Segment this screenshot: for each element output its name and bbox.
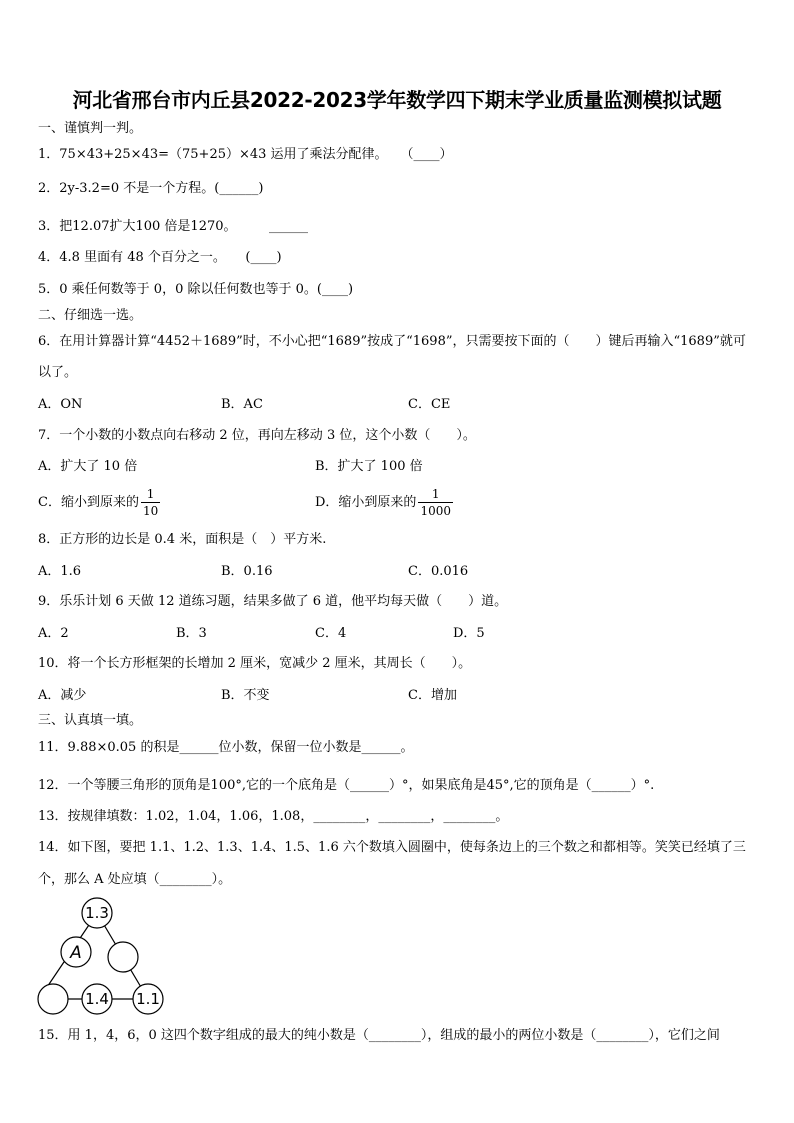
circle-bottom-right-label: 1.1: [136, 990, 160, 1008]
question-6-line-2: 以了。: [38, 365, 78, 380]
question-1: 1．75×43+25×43=（75+25）×43 运用了乘法分配律。 （____）: [38, 147, 453, 162]
circle-top-label: 1.3: [85, 904, 109, 922]
question-9-option-b: B．3: [176, 626, 207, 641]
question-8-option-b: B．0.16: [221, 564, 273, 579]
question-5: 5．0 乘任何数等于 0，0 除以任何数也等于 0。(____): [38, 282, 354, 297]
fraction-one-thousandth: [418, 486, 453, 519]
question-4: 4．4.8 里面有 48 个百分之一。 (____): [38, 250, 282, 265]
page-title: 河北省邢台市内丘县2022-2023学年数学四下期末学业质量监测模拟试题: [72, 88, 722, 112]
question-6-line-1: 6．在用计算器计算“4452＋1689”时，不小心把“1689”按成了“1698”，只需要按下面的（ ）键后再输入“1689”就可: [38, 334, 746, 349]
fraction-denominator: 1000: [420, 504, 451, 518]
question-13: 13．按规律填数：1.02，1.04，1.06，1.08，________，________，________。: [38, 809, 509, 824]
circle-bottom-left: [38, 984, 68, 1014]
section-1-heading: 一、谨慎判一判。: [38, 121, 143, 136]
question-9-option-a: A．2: [38, 626, 69, 641]
question-7-option-d: [315, 484, 453, 522]
question-8-stem: 8．正方形的边长是 0.4 米，面积是（ ）平方米.: [38, 532, 327, 547]
question-7-option-c-text: C．缩小到原来的: [38, 495, 139, 510]
question-11: 11．9.88×0.05 的积是______位小数，保留一位小数是______。: [38, 740, 414, 755]
circle-bottom-middle-label: 1.4: [85, 990, 109, 1008]
section-3-heading: 三、认真填一填。: [38, 713, 143, 728]
question-7-option-d-text: D．缩小到原来的: [315, 495, 417, 510]
question-15: 15．用 1，4，6，0 这四个数字组成的最大的纯小数是（________），组成的最小的两位小数是（________），它们之间: [38, 1028, 720, 1043]
fraction-numerator: 1: [418, 486, 453, 503]
question-6-option-c: C．CE: [408, 397, 451, 412]
question-14-line-1: 14．如下图，要把 1.1、1.2、1.3、1.4、1.5、1.6 六个数填入圆圈中，使每条边上的三个数之和都相等。笑笑已经填了三: [38, 840, 746, 855]
question-10-option-c: C．增加: [408, 688, 457, 703]
question-9-option-c: C．4: [315, 626, 347, 641]
question-12: 12．一个等腰三角形的顶角是100°,它的一个底角是（______）°，如果底角是45°,它的顶角是（______）°.: [38, 778, 655, 793]
question-6-option-b: B．AC: [221, 397, 263, 412]
question-8-option-c: C．0.016: [408, 564, 469, 579]
circle-left-middle-label: A: [70, 943, 82, 963]
fraction-one-tenth: [141, 486, 160, 519]
question-8-option-a: A．1.6: [38, 564, 82, 579]
question-7-option-a: A．扩大了 10 倍: [38, 459, 138, 474]
question-10-option-b: B．不变: [221, 688, 270, 703]
section-2-heading: 二、仔细选一选。: [38, 308, 143, 323]
question-7-stem: 7．一个小数的小数点向右移动 2 位，再向左移动 3 位，这个小数（ ）。: [38, 428, 476, 443]
question-7-option-c: [38, 484, 160, 522]
question-9-stem: 9．乐乐计划 6 天做 12 道练习题，结果多做了 6 道，他平均每天做（ ）道。: [38, 594, 508, 609]
question-2: 2．2y-3.2=0 不是一个方程。(______): [38, 181, 264, 196]
fraction-numerator: 1: [141, 486, 160, 503]
fraction-denominator: 10: [142, 504, 159, 518]
question-7-option-b: B．扩大了 100 倍: [315, 459, 423, 474]
question-3: 3．把12.07扩大100 倍是1270。 ______: [38, 219, 309, 234]
triangle-circle-figure: [30, 896, 170, 1018]
question-6-option-a: A．ON: [38, 397, 83, 412]
circle-right-middle: [108, 942, 138, 972]
question-10-stem: 10．将一个长方形框架的长增加 2 厘米，宽减少 2 厘米，其周长（ ）。: [38, 656, 472, 671]
question-14-line-2: 个，那么 A 处应填（________）。: [38, 872, 232, 887]
question-10-option-a: A．减少: [38, 688, 87, 703]
question-9-option-d: D．5: [453, 626, 485, 641]
